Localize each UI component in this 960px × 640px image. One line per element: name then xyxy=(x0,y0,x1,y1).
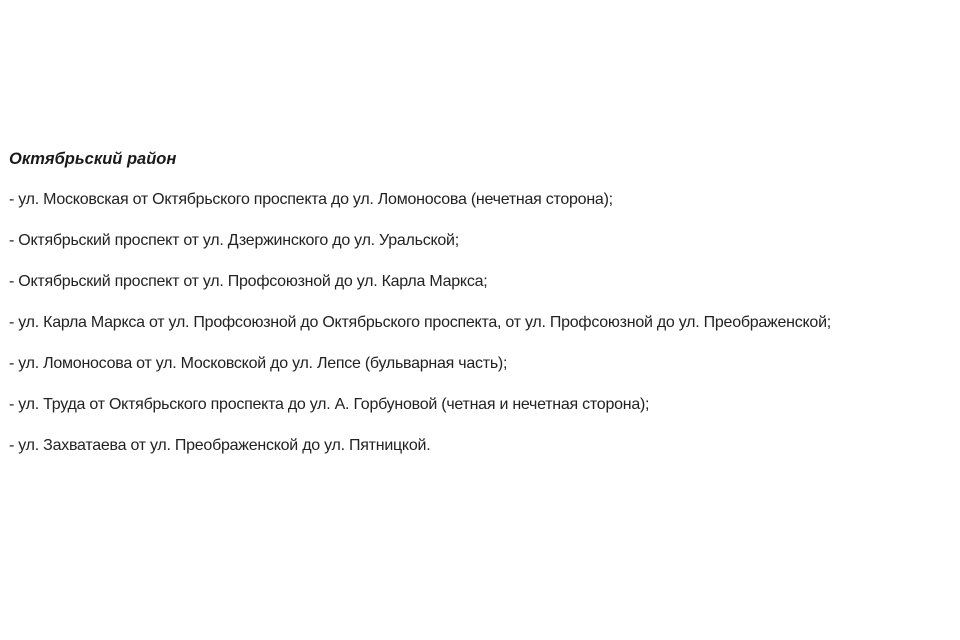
street-item: - ул. Московская от Октябрьского проспекта до ул. Ломоносова (нечетная сторона); xyxy=(9,191,613,208)
article-content xyxy=(9,147,957,475)
district-heading: Октябрьский район xyxy=(9,150,177,168)
street-list xyxy=(9,188,957,458)
street-item: - ул. Захватаева от ул. Преображенской до ул. Пятницкой. xyxy=(9,437,431,454)
street-item: - ул. Ломоносова от ул. Московской до ул. Лепсе (бульварная часть); xyxy=(9,355,508,372)
street-item: - ул. Карла Маркса от ул. Профсоюзной до Октябрьского проспекта, от ул. Профсоюзной до ул. Преображенской; xyxy=(9,314,831,331)
street-item: - Октябрьский проспект от ул. Дзержинского до ул. Уральской; xyxy=(9,232,459,249)
street-item: - Октябрьский проспект от ул. Профсоюзной до ул. Карла Маркса; xyxy=(9,273,488,290)
street-item: - ул. Труда от Октябрьского проспекта до ул. А. Горбуновой (четная и нечетная сторона); xyxy=(9,396,650,413)
